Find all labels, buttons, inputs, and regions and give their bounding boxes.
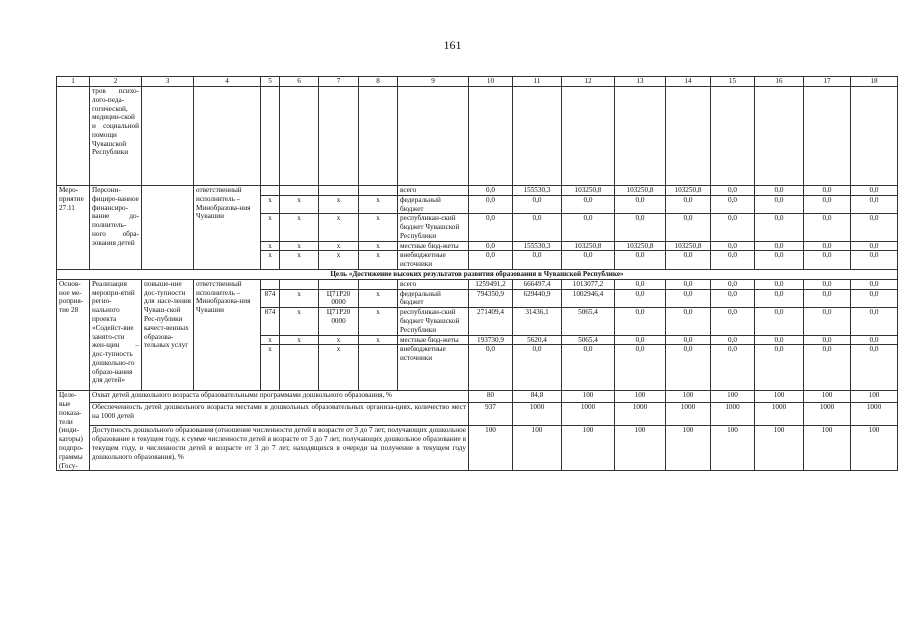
- continuation-row: [57, 87, 898, 186]
- funding-source: всего: [398, 186, 469, 196]
- m2711-row-total: Меро-приятие 27.11 Персони-фицирo-ванное финансиро-вание до-полнитель-ного обра-зования детей ответственный исполнитель – Минобразова-ния Чувашии всего 0,0 155530,3 103250,8 103250,8 103250,8 0,0 0,0 0,0 0,0: [57, 186, 898, 196]
- goal-title: Цель «Достижение высоких результатов развития образования в Чувашской Республике»: [57, 270, 898, 280]
- indicator-row: Доступность дошкольного образования (отношение численности детей в возрасте от 3 до 7 лет, получающих дошкольное образование в текущем году, к сумме численности детей в возрасте от 3 до 7 лет, получающих дошкольное образование в текущем году, и численности детей в возрасте от 3 до 7 лет, находящихся в очереди на получение в текущем году дошкольного образования), % 100 100 100 100 100 100 100 100 100: [57, 426, 898, 471]
- header-cell: 4: [194, 77, 261, 87]
- continued-activity-name: тров психо-лого-педа-гогической, медицин-ской и социальной помощи Чувашской Республики: [90, 87, 142, 186]
- page-number: 161: [443, 38, 462, 52]
- header-cell: 3: [142, 77, 194, 87]
- header-cell: 14: [666, 77, 711, 87]
- om28-label: Основ-ное ме-роприя-тие 28: [57, 279, 90, 390]
- funding-source: республикан-ский бюджет Чувашской Республики: [398, 308, 469, 335]
- funding-source: местные бюд-жеты: [398, 335, 469, 345]
- header-cell: 7: [319, 77, 359, 87]
- header-cell: 5: [261, 77, 280, 87]
- header-cell: 12: [562, 77, 615, 87]
- om28-row-total: Основ-ное ме-роприя-тие 28 Реализация меропри-ятий регио-нального проекта «Содейст-вие занято-сти жен-щин – дос-тупность дошкольно-го образо-вания для детей» повыше-ние дос-тупности для насе-ления Чуваш-ской Рес-публики качест-венных образова-тельных услуг ответственный исполнитель – Минобразова-ния Чувашии всего 1259491,2 666497,4 1013077,2 0,0 0,0 0,0 0,0 0,0 0,0: [57, 279, 898, 289]
- m2711-name: Персони-фицирo-ванное финансиро-вание до-полнитель-ного обра-зования детей: [90, 186, 142, 270]
- indicator-text: Доступность дошкольного образования (отношение численности детей в возрасте от 3 до 7 лет, получающих дошкольное образование в текущем году, к сумме численности детей в возрасте от 3 до 7 лет, получающих дошкольное образование в текущем году, и численности детей в возрасте от 3 до 7 лет, находящихся в очереди на получение в текущем году дошкольного образования), %: [90, 426, 469, 471]
- m2711-row-local: х х х х местные бюд-жеты 0,0 155530,3 103250,8 103250,8 103250,8 0,0 0,0 0,0 0,0: [57, 241, 898, 251]
- indicators-label: Целе-вые показа-тели (инди-каторы) подпро-граммы (Госу-: [57, 391, 90, 471]
- indicator-row: Обеспеченность детей дошкольного возраста местами в дошкольных образовательных организа-циях, количество мест на 1000 детей 937 1000 1000 1000 1000 1000 1000 1000 1000: [57, 403, 898, 426]
- funding-source: внебюджетные источники: [398, 251, 469, 270]
- funding-source: федеральный бюджет: [398, 195, 469, 214]
- header-cell: 6: [280, 77, 319, 87]
- funding-source: всего: [398, 279, 469, 289]
- header-cell: 11: [513, 77, 562, 87]
- indicator-text: Обеспеченность детей дошкольного возраста местами в дошкольных образовательных организа-циях, количество мест на 1000 детей: [90, 403, 469, 426]
- om28-name: Реализация меропри-ятий регио-нального проекта «Содейст-вие занято-сти жен-щин – дос-тупность дошкольно-го образо-вания для детей»: [90, 279, 142, 390]
- header-cell: 15: [711, 77, 755, 87]
- indicator-row: Целе-вые показа-тели (инди-каторы) подпро-граммы (Госу- Охват детей дошкольного возраста образовательными программами дошкольного образования, % 80 84,8 100 100 100 100 100 100 100: [57, 391, 898, 403]
- om28-goal: повыше-ние дос-тупности для насе-ления Чуваш-ской Рес-публики качест-венных образова-тельных услуг: [142, 279, 194, 390]
- header-cell: 2: [90, 77, 142, 87]
- funding-source: республикан-ский бюджет Чувашской Республики: [398, 214, 469, 241]
- header-cell: 16: [755, 77, 804, 87]
- goal-row: [57, 270, 898, 280]
- header-cell: 18: [851, 77, 898, 87]
- om28-row-federal: 874 х Ц71Р20 0000 х федеральный бюджет 794350,9 629440,9 1002946,4 0,0 0,0 0,0 0,0 0,0 0,0: [57, 289, 898, 308]
- funding-source: местные бюд-жеты: [398, 241, 469, 251]
- m2711-row-federal: х х х х федеральный бюджет 0,0 0,0 0,0 0,0 0,0 0,0 0,0 0,0 0,0: [57, 195, 898, 214]
- funding-source: федеральный бюджет: [398, 289, 469, 308]
- header-cell: 8: [359, 77, 398, 87]
- header-cell: 10: [469, 77, 513, 87]
- m2711-row-republic: х х х х республикан-ский бюджет Чувашской Республики 0,0 0,0 0,0 0,0 0,0 0,0 0,0 0,0 0,0: [57, 214, 898, 241]
- indicator-text: Охват детей дошкольного возраста образовательными программами дошкольного образования, %: [90, 391, 469, 403]
- header-cell: 13: [615, 77, 666, 87]
- m2711-executor: ответственный исполнитель – Минобразова-ния Чувашии: [194, 186, 261, 270]
- header-cell: 9: [398, 77, 469, 87]
- om28-row-local: х х х х местные бюд-жеты 193730,9 5620,4 5065,4 0,0 0,0 0,0 0,0 0,0 0,0: [57, 335, 898, 345]
- m2711-row-offbudget: х х х х внебюджетные источники 0,0 0,0 0,0 0,0 0,0 0,0 0,0 0,0 0,0: [57, 251, 898, 270]
- column-number-row: [57, 77, 898, 87]
- funding-source: внебюджетные источники: [398, 345, 469, 391]
- om28-row-offbudget: х х внебюджетные источники 0,0 0,0 0,0 0,0 0,0 0,0 0,0 0,0 0,0: [57, 345, 898, 391]
- m2711-label: Меро-приятие 27.11: [57, 186, 90, 270]
- om28-executor: ответственный исполнитель – Минобразова-ния Чувашии: [194, 279, 261, 390]
- om28-row-republic: 874 х Ц71Р20 0000 х республикан-ский бюджет Чувашской Республики 271409,4 31436,1 5065,4 0,0 0,0 0,0 0,0 0,0 0,0: [57, 308, 898, 335]
- header-cell: 1: [57, 77, 90, 87]
- budget-table: [56, 76, 898, 471]
- header-cell: 17: [804, 77, 851, 87]
